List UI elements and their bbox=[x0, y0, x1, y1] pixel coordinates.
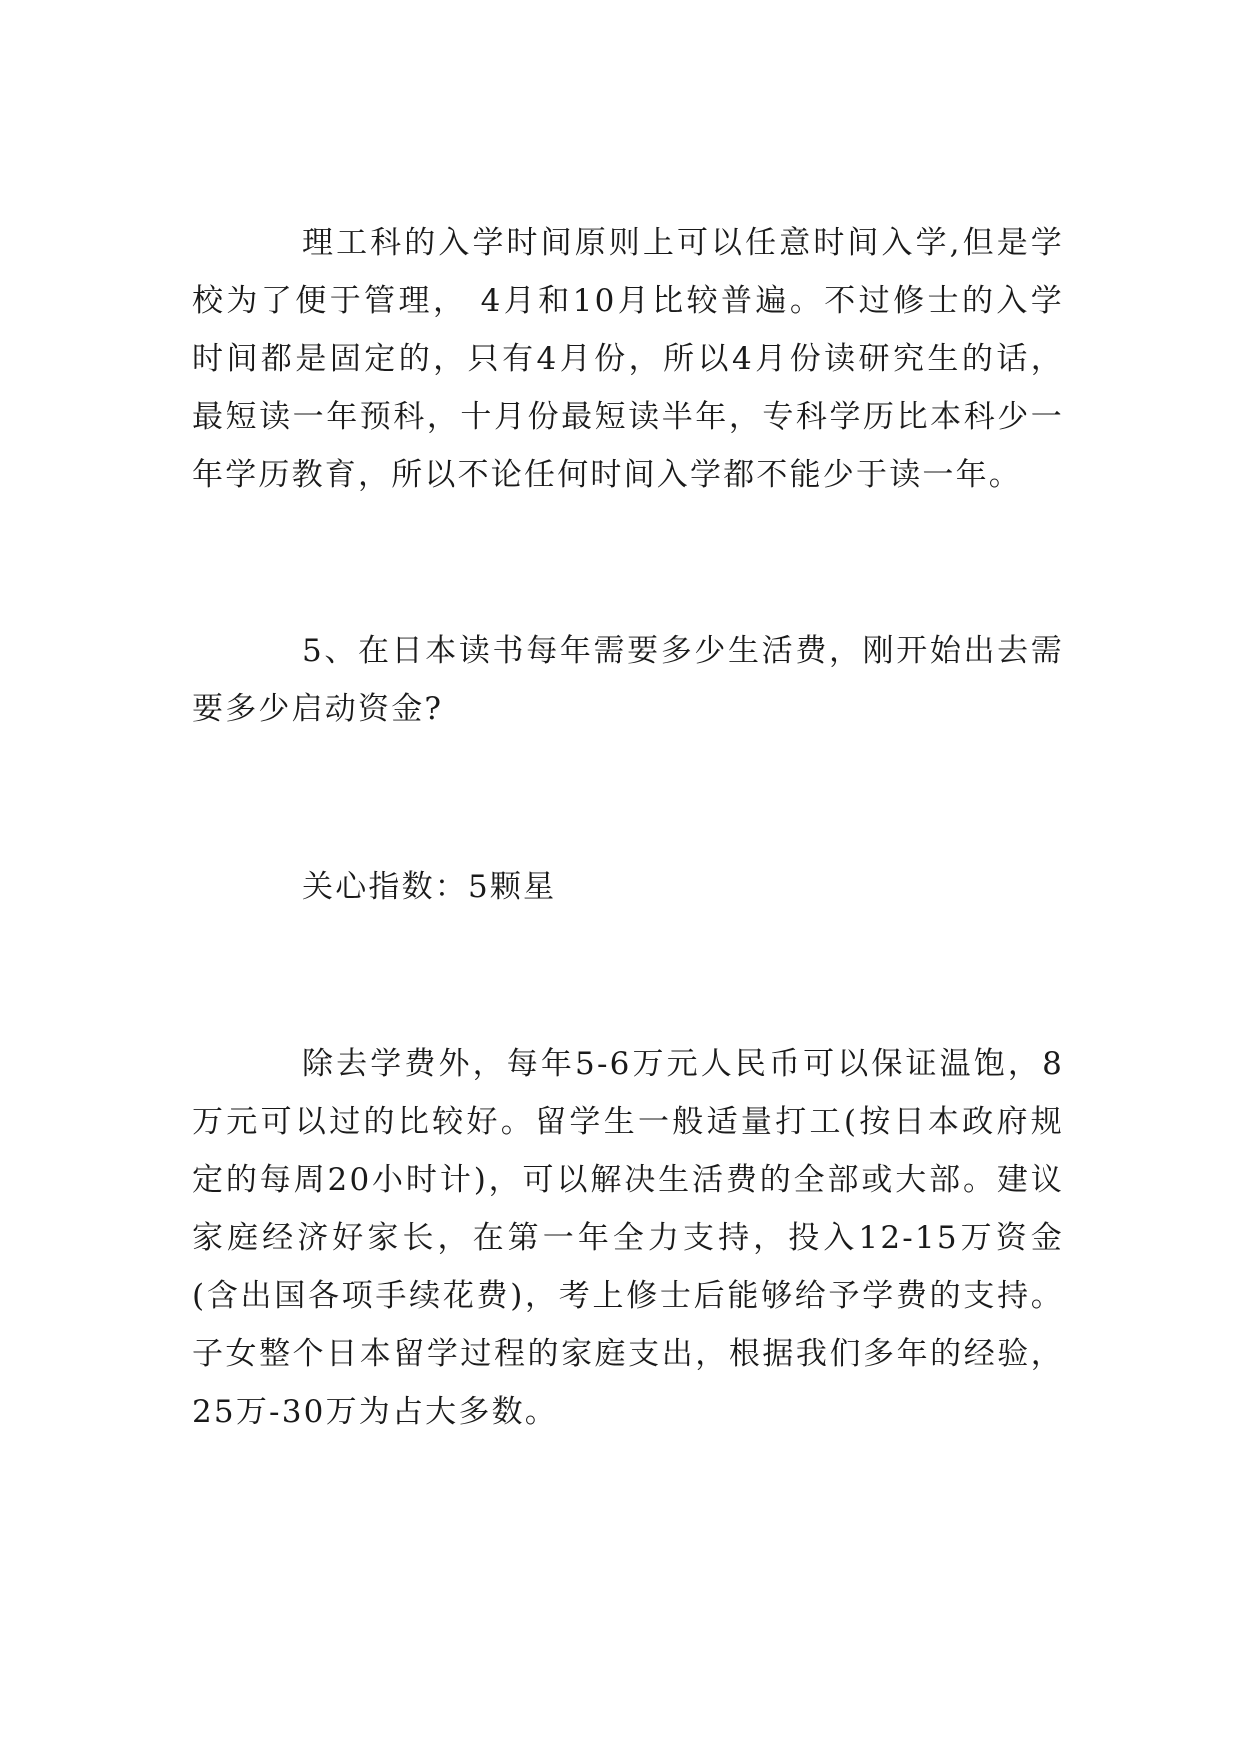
paragraph-enrollment-time: 理工科的入学时间原则上可以任意时间入学,但是学校为了便于管理， 4月和10月比较普遍。不过修士的入学时间都是固定的，只有4月份，所以4月份读研究生的话，最短读一年预科，十月份最短读半年，专科学历比本科少一年学历教育，所以不论任何时间入学都不能少于读一年。 bbox=[192, 225, 1064, 493]
paragraph-living-cost-answer: 除去学费外，每年5-6万元人民币可以保证温饱，8万元可以过的比较好。留学生一般适量打工(按日本政府规定的每周20小时计)，可以解决生活费的全部或大部。建议家庭经济好家长，在第一年全力支持，投入12-15万资金(含出国各项手续花费)，考上修士后能够给予学费的支持。子女整个日本留学过程的家庭支出，根据我们多年的经验，25万-30万为占大多数。 bbox=[192, 1046, 1064, 1430]
question-heading-living-cost: 5、在日本读书每年需要多少生活费，刚开始出去需要多少启动资金? bbox=[192, 633, 1064, 727]
concern-rating: 关心指数：5颗星 bbox=[302, 869, 557, 905]
